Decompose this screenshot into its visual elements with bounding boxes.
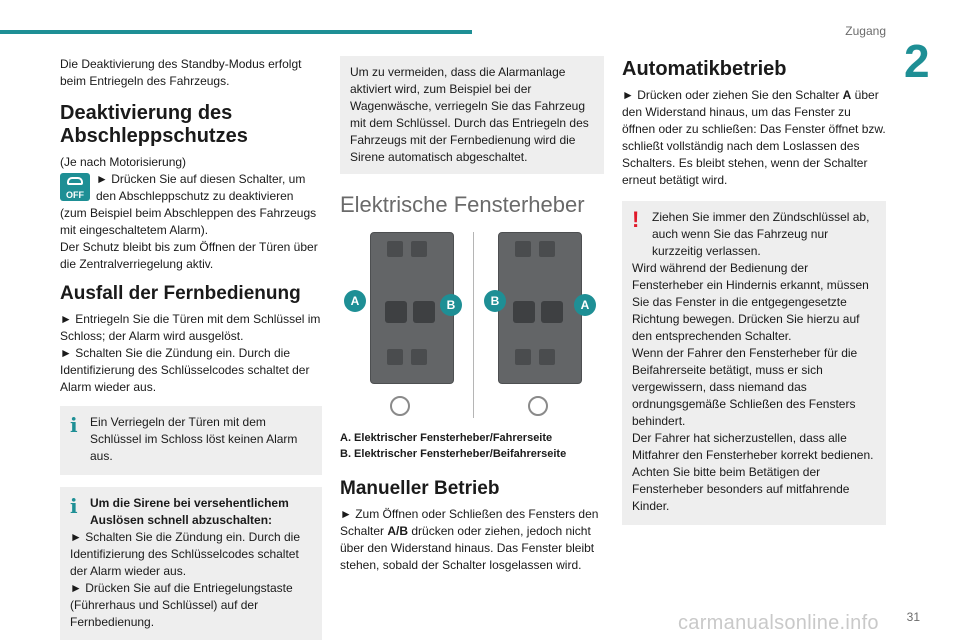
warning-text-2: Wird während der Bedienung der Fensterheber ein Hindernis erkannt, müssen Sie das Fenster in die entgegengesetzte Richtung bewegen. Drücken Sie hierzu auf den entsprechenden Schalter.: [632, 261, 869, 343]
window-switch-passenger: [413, 301, 435, 323]
steering-wheel-icon: [390, 396, 410, 416]
heading-automatic-operation: Automatikbetrieb: [622, 58, 787, 80]
marker-a-right: A: [574, 294, 596, 316]
info-text-1: Ein Verriegeln der Türen mit dem Schlüssel im Schloss löst keinen Alarm aus.: [90, 415, 298, 463]
watermark: carmanualsonline.info: [678, 612, 879, 634]
tow-protection-off-icon: [60, 173, 90, 201]
alarm-note: Um zu vermeiden, dass die Alarmanlage aktiviert wird, zum Beispiel bei der Wagenwäsche, verriegeln Sie das Fahrzeug mit dem Schlüssel. Durch das Entriegeln des Fahrzeugs mit der Fernbedienung wird die Sirene automatisch abgeschaltet.: [350, 65, 589, 164]
section-name: Zugang: [845, 24, 886, 38]
caption-a: A. Elektrischer Fensterheber/Fahrerseite: [340, 432, 553, 444]
remote-step-2: ► Schalten Sie die Zündung ein. Durch die Identifizierung des Schlüsselcodes schaltet der Alarm wieder aus.: [60, 346, 310, 394]
car-icon: [67, 177, 83, 185]
lock-switch: [515, 349, 531, 365]
off-label: OFF: [66, 190, 84, 200]
warning-icon: !: [632, 207, 640, 232]
heading-tow-protection: Deaktivierung des Abschleppschutzes: [60, 102, 248, 147]
chapter-number: 2: [904, 35, 930, 87]
info-icon: i: [70, 494, 78, 518]
mirror-switch: [411, 241, 427, 257]
marker-a-left: A: [344, 290, 366, 312]
heading-manual-operation: Manueller Betrieb: [340, 478, 500, 499]
tow-text: ► Drücken Sie auf diesen Schalter, um den Abschleppschutz zu deaktivieren (zum Beispiel beim Abschleppen des Fahrzeugs mit eingeschaltetem Alarm).: [60, 172, 317, 237]
child-lock-switch: [411, 349, 427, 365]
warning-text-5: Achten Sie bitte beim Betätigen der Fensterheber besonders auf mitfahrende Kinder.: [632, 465, 850, 513]
window-switch-driver: [385, 301, 407, 323]
manual-key: A/B: [387, 524, 409, 538]
marker-b-left: B: [440, 294, 462, 316]
alarm-note-box: [340, 56, 604, 174]
mirror-switch: [515, 241, 531, 257]
intro-text: Die Deaktivierung des Standby-Modus erfolgt beim Entriegeln des Fahrzeugs.: [60, 57, 302, 88]
header-bar: [0, 30, 472, 34]
steering-wheel-icon: [528, 396, 548, 416]
auto-text-post: über den Widerstand hinaus, um das Fenster zu öffnen oder zu schließen: Das Fenster öffnet bzw. schließt vollständig nach dem Loslassen des Schalters. Es bleibt stehen, wenn der Schalter erneut betätigt wird.: [622, 88, 886, 187]
info-box-1: [60, 406, 322, 475]
remote-step-1: ► Entriegeln Sie die Türen mit dem Schlüssel im Schloss; der Alarm wird ausgelöst.: [60, 312, 321, 343]
window-switch-figure: [340, 228, 604, 426]
auto-text: [622, 87, 886, 189]
heading-power-windows: Elektrische Fensterheber: [340, 192, 585, 217]
column-3: [622, 56, 886, 525]
motor-note: (Je nach Motorisierung): [60, 155, 187, 169]
window-switch-passenger: [513, 301, 535, 323]
manual-text: [340, 506, 604, 574]
warning-box: [622, 201, 886, 525]
window-switch-driver: [541, 301, 563, 323]
mirror-switch: [539, 241, 555, 257]
tow-block: [60, 171, 322, 273]
auto-text-pre: ► Drücken oder ziehen Sie den Schalter: [622, 88, 843, 102]
tow-text-2: Der Schutz bleibt bis zum Öffnen der Türen über die Zentralverriegelung aktiv.: [60, 240, 318, 271]
info-box-2: [60, 487, 322, 640]
heading-remote-failure: Ausfall der Fernbedienung: [60, 283, 301, 304]
info-step-2: ► Drücken Sie auf die Entriegelungstaste (Führerhaus und Schlüssel) auf der Fernbedienung.: [70, 581, 293, 629]
info-step-1: ► Schalten Sie die Zündung ein. Durch die Identifizierung des Schlüsselcodes schaltet der Alarm wieder aus.: [70, 530, 301, 578]
child-lock-switch: [539, 349, 555, 365]
manual-text-post: drücken oder ziehen, jedoch nicht über den Widerstand hinaus. Das Fenster bleibt stehen, sobald der Schalter losgelassen wird.: [340, 524, 595, 572]
info-title-2: Um die Sirene bei versehentlichem Auslösen schnell abzuschalten:: [90, 496, 289, 527]
marker-b-right: B: [484, 290, 506, 312]
warning-text-1: Ziehen Sie immer den Zündschlüssel ab, auch wenn Sie das Fahrzeug nur kurzzeitig verlassen.: [652, 210, 870, 258]
auto-key: A: [842, 88, 852, 102]
lock-switch: [387, 349, 403, 365]
column-2: [340, 56, 604, 574]
caption-b: B. Elektrischer Fensterheber/Beifahrerseite: [340, 448, 567, 460]
manual-text-pre: ► Zum Öffnen oder Schließen des Fensters den Schalter: [340, 507, 599, 538]
column-1: [60, 56, 322, 640]
warning-text-4: Der Fahrer hat sicherzustellen, dass alle Mitfahrer den Fensterheber korrekt bedienen.: [632, 431, 874, 462]
warning-text-3: Wenn der Fahrer den Fensterheber für die Beifahrerseite betätigt, muss er sich vergewissern, dass niemand das ordnungsgemäße Schließen des Fensters behindert.: [632, 346, 858, 428]
info-icon: i: [70, 413, 78, 437]
switch-panel-right: [498, 232, 582, 384]
page-number: 31: [906, 610, 920, 624]
mirror-switch: [387, 241, 403, 257]
figure-divider: [473, 232, 474, 418]
